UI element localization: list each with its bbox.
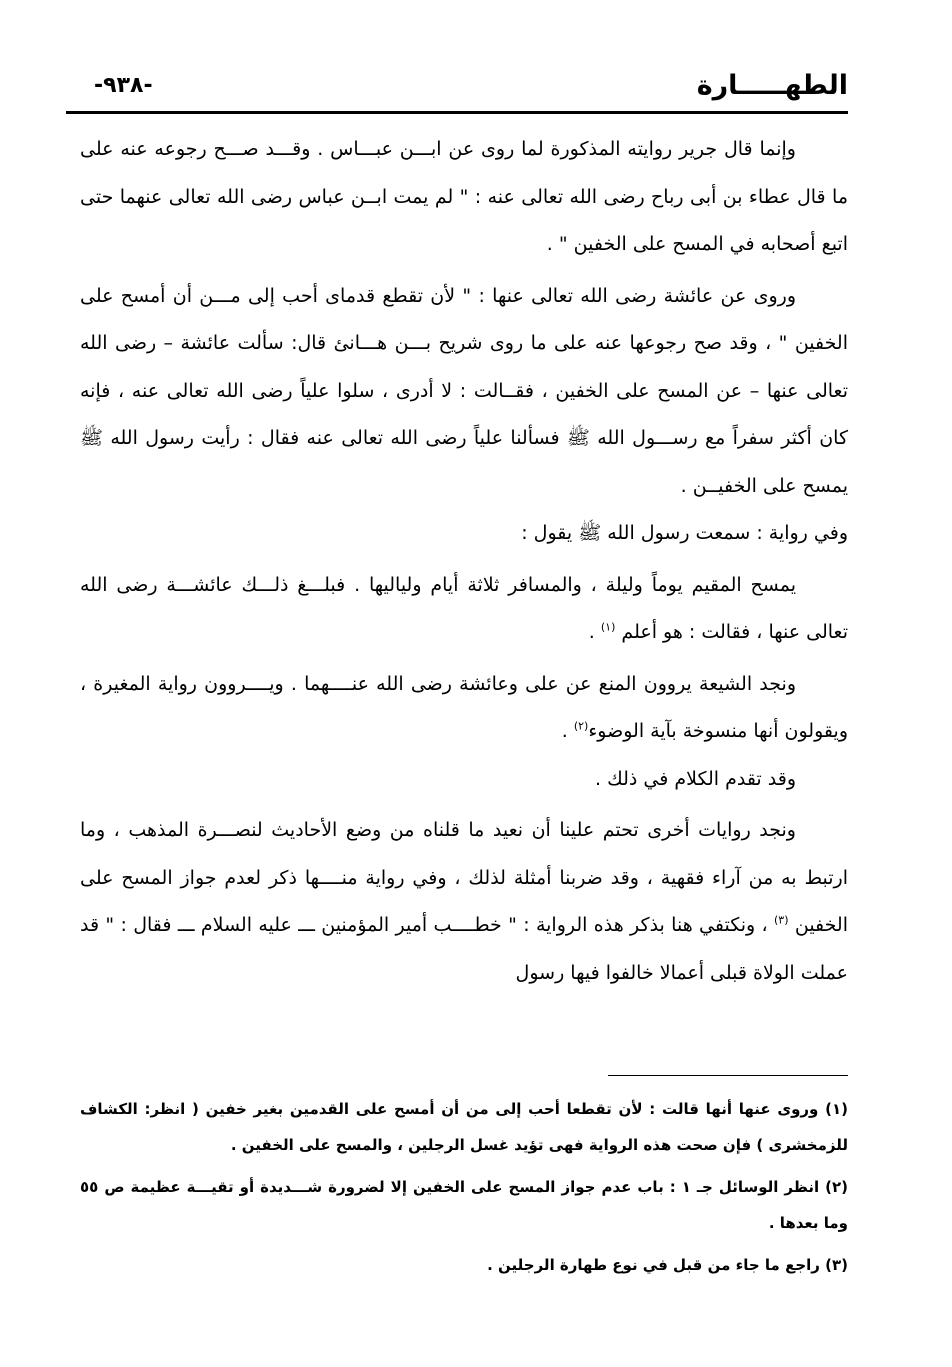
footnote-ref-1[interactable]: (١)	[600, 620, 616, 634]
paragraph-4	[80, 562, 848, 657]
paragraph-5-end: .	[561, 720, 574, 742]
paragraph-4-end: .	[588, 621, 601, 643]
paragraph-1: وإنما قال جرير روايته المذكورة لما روى عن ابـــن عبـــاس . وقـــد صـــح رجوعه عنه على ما قال عطاء بن أبى رباح رضى الله تعالى عنه : " لم يمت ابــن عباس رضى الله تعالى عنهما حتى اتبع أصحابه في المسح على الخفين " .	[80, 138, 848, 255]
paragraph-7-text-b: ، ونكتفي هنا بذكر هذه الرواية : " خطــــب أمير المؤمنين ـــ عليه السلام ـــ فقال : " قد عملت الولاة قبلى أعمالا خالفوا فيها رسول	[80, 914, 848, 984]
footnote-3: (٣) راجع ما جاء من قبل في نوع طهارة الرجلين .	[487, 1256, 848, 1274]
paragraph-7-text-a: ونجد روايات أخرى تحتم علينا أن نعيد ما قلناه من وضع الأحاديث لنصـــرة المذهب ، وما ارتبط به من آراء فقهية ، وقد ضربنا أمثلة لذلك ، وفي رواية منــــها ذكر لعدم جواز المسح على الخفين	[80, 819, 848, 936]
paragraph-6: وقد تقدم الكلام في ذلك .	[595, 767, 796, 790]
header-rule	[66, 111, 848, 114]
paragraph-4-text: يمسح المقيم يوماً وليلة ، والمسافر ثلاثة أيام ولياليها . فبلـــغ ذلـــك عائشـــة رضى الله تعالى عنها ، فقالت : هو أعلم	[80, 573, 848, 643]
chapter-title: الطهـــــارة	[696, 70, 848, 101]
paragraph-7	[80, 807, 848, 997]
footnote-ref-2[interactable]: (٢)	[573, 719, 589, 733]
page-number: -٩٣٨-	[94, 73, 153, 98]
footnotes	[80, 1091, 848, 1283]
footnote-2: (٢) انظر الوسائل جـ ١ : باب عدم جواز المسح على الخفين إلا لضرورة شـــديدة أو تقيـــة عظيمة ص ٥٥ وما بعدها .	[80, 1178, 849, 1232]
footnote-ref-3[interactable]: (٣)	[774, 913, 789, 927]
paragraph-2: وروى عن عائشة رضى الله تعالى عنها : " لأن تقطع قدماى أحب إلى مـــن أن أمسح على الخفين " ، وقد صح رجوعها عنه على ما روى شريح بـــن هـــانئ قال: سألت عائشة – رضى الله تعالى عنها – عن المسح على الخفين ، فقــالت : لا أدرى ، سلوا علياً رضى الله تعالى عنه ، فإنه كان أكثر سفراً مع رســـول الله ﷺ فسألنا علياً رضى الله تعالى عنه فقال : رأيت رسول الله ﷺ يمسح على الخفيــن .	[80, 284, 848, 497]
footnote-1: (١) وروى عنها أنها قالت : لأن تقطعا أحب إلى من أن أمسح على القدمين بغير خفين ( انظر: الكشاف للزمخشرى ) فإن صحت هذه الرواية فهى تؤيد غسل الرجلين ، والمسح على الخفين .	[80, 1100, 848, 1154]
paragraph-3: وفي رواية : سمعت رسول الله ﷺ يقول :	[521, 522, 848, 544]
footnote-separator	[608, 1075, 848, 1076]
paragraph-5-text: ونجد الشيعة يروون المنع عن على وعائشة رضى الله عنــــهما . ويــــروون رواية المغيرة ، ويقولون أنها منسوخة بآية الوضوء	[80, 672, 848, 742]
page-header	[82, 66, 848, 106]
paragraph-5	[80, 661, 848, 756]
main-text	[80, 126, 848, 997]
